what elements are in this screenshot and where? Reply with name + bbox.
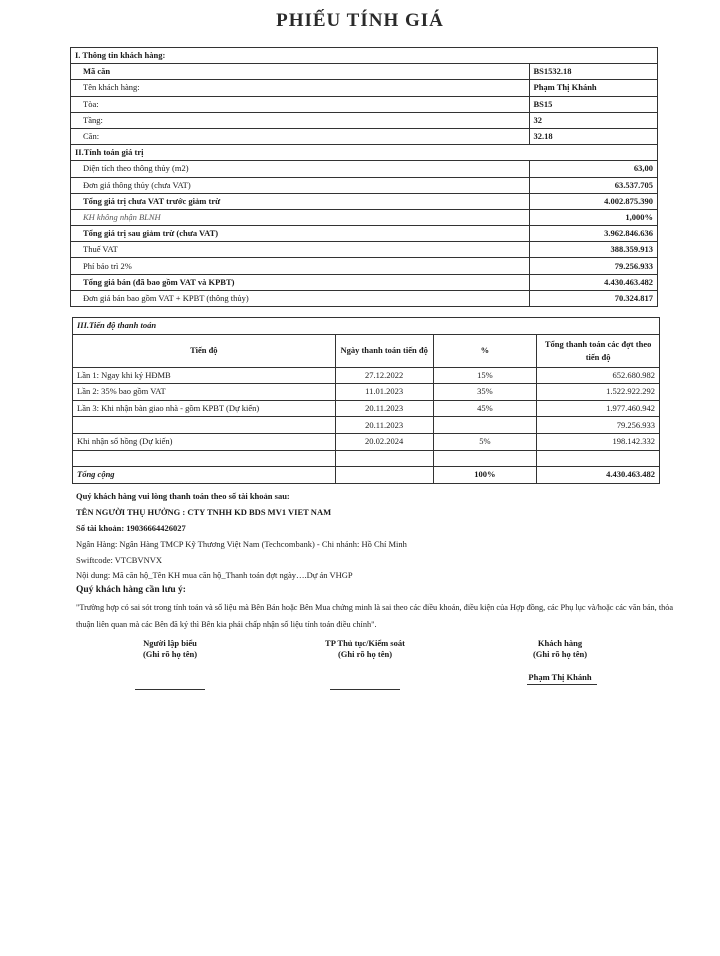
transfer-content: Nội dung: Mã căn hộ_Tên KH mua căn hộ_Thanh toán đợt ngày….Dự án VHGP <box>76 570 353 580</box>
table-row <box>73 384 660 401</box>
row-label: Mã căn <box>71 64 530 80</box>
row-value: 79.256.933 <box>529 258 658 274</box>
row-value: 32.18 <box>529 128 658 144</box>
signature-line <box>527 684 597 685</box>
row-value: 63.537.705 <box>529 177 658 193</box>
row-value: 1,000% <box>529 209 658 225</box>
amount-cell: 1.522.922.292 <box>537 384 660 401</box>
stage-cell: Lần 3: Khi nhận bàn giao nhà - gồm KPBT (Dự kiến) <box>73 400 336 417</box>
amount-cell: 1.977.460.942 <box>537 400 660 417</box>
signature-block-customer <box>500 638 620 660</box>
signature-block-control <box>300 638 430 660</box>
signature-block-preparer <box>110 638 230 660</box>
total-label: Tổng cộng <box>73 467 336 484</box>
row-label: Tầng: <box>71 112 530 128</box>
amount-cell <box>537 450 660 467</box>
percent-cell: 5% <box>433 433 537 450</box>
date-cell <box>335 450 433 467</box>
table-row <box>71 258 658 274</box>
signature-sub: (Ghi rõ họ tên) <box>532 649 588 659</box>
table-header-row <box>73 334 660 367</box>
percent-cell <box>433 417 537 434</box>
table-row <box>73 417 660 434</box>
percent-cell: 35% <box>433 384 537 401</box>
row-value: 70.324.817 <box>529 290 658 306</box>
payment-schedule-table <box>72 317 660 484</box>
bank-intro: Quý khách hàng vui lòng thanh toán theo số tài khoản sau: <box>76 491 290 501</box>
beneficiary: TÊN NGƯỜI THỤ HƯỞNG : CTY TNHH KD BDS MV1 VIET NAM <box>76 507 332 517</box>
section-heading: I. Thông tin khách hàng: <box>71 48 658 64</box>
stage-cell: Lần 2: 35% bao gồm VAT <box>73 384 336 401</box>
table-row <box>71 112 658 128</box>
row-label: Căn: <box>71 128 530 144</box>
table-row <box>71 242 658 258</box>
row-value: 4.430.463.482 <box>529 274 658 290</box>
stage-cell: Khi nhận sổ hồng (Dự kiến) <box>73 433 336 450</box>
table-row <box>73 433 660 450</box>
table-row <box>71 177 658 193</box>
date-cell: 27.12.2022 <box>335 367 433 384</box>
signature-sub: (Ghi rõ họ tên) <box>142 649 198 659</box>
row-value: 63,00 <box>529 161 658 177</box>
table-row <box>73 450 660 467</box>
row-label: Đơn giá bán bao gồm VAT + KPBT (thông thủy) <box>71 290 530 306</box>
total-date-cell <box>335 467 433 484</box>
table-row <box>71 128 658 144</box>
signature-line <box>330 689 400 690</box>
amount-cell: 652.680.982 <box>537 367 660 384</box>
date-cell: 11.01.2023 <box>335 384 433 401</box>
row-value: BS15 <box>529 96 658 112</box>
signature-role: Người lập biểu <box>143 638 197 648</box>
percent-cell: 15% <box>433 367 537 384</box>
date-cell: 20.02.2024 <box>335 433 433 450</box>
total-row <box>73 467 660 484</box>
row-value: BS1532.18 <box>529 64 658 80</box>
table-row <box>73 367 660 384</box>
percent-cell: 45% <box>433 400 537 417</box>
date-cell: 20.11.2023 <box>335 400 433 417</box>
row-label: KH không nhận BLNH <box>71 209 530 225</box>
row-label: Tổng giá bán (đã bao gồm VAT và KPBT) <box>71 274 530 290</box>
signature-sub: (Ghi rõ họ tên) <box>337 649 393 659</box>
table-row <box>71 274 658 290</box>
customer-name: Phạm Thị Khánh <box>528 672 592 682</box>
table-row <box>71 80 658 96</box>
price-info-table <box>70 47 658 307</box>
table-row <box>71 96 658 112</box>
percent-cell <box>433 450 537 467</box>
notice-heading: Quý khách hàng cần lưu ý: <box>76 585 186 595</box>
signature-line <box>135 689 205 690</box>
row-label: Tổng giá trị sau giảm trừ (chưa VAT) <box>71 226 530 242</box>
row-label: Tòa: <box>71 96 530 112</box>
row-value: 3.962.846.636 <box>529 226 658 242</box>
row-value: 4.002.875.390 <box>529 193 658 209</box>
notice-text: "Trường hợp có sai sót trong tính toán và số liệu mà Bên Bán hoặc Bên Mua chứng minh là sai theo các điều khoản, điều kiện của Hợp đồng, các Phụ lục và/hoặc các văn bản, thỏa thuận liên quan mà các Bên đã ký thì Bên kia phải chấp nhận số liệu tính toán điều chỉnh". <box>76 603 674 629</box>
row-value: Phạm Thị Khánh <box>529 80 658 96</box>
row-label: Đơn giá thông thủy (chưa VAT) <box>71 177 530 193</box>
column-header: Ngày thanh toán tiến độ <box>335 334 433 367</box>
table-row <box>71 226 658 242</box>
amount-cell: 198.142.332 <box>537 433 660 450</box>
row-value: 388.359.913 <box>529 242 658 258</box>
signature-role: Khách hàng <box>537 638 583 648</box>
signature-role: TP Thủ tục/Kiểm soát <box>325 638 405 648</box>
table-row <box>71 193 658 209</box>
table-row <box>73 400 660 417</box>
total-amount: 4.430.463.482 <box>537 467 660 484</box>
document-title: PHIẾU TÍNH GIÁ <box>276 10 444 31</box>
row-label: Diện tích theo thông thủy (m2) <box>71 161 530 177</box>
table-row <box>71 209 658 225</box>
total-percent: 100% <box>433 467 537 484</box>
amount-cell: 79.256.933 <box>537 417 660 434</box>
column-header: Tiến độ <box>73 334 336 367</box>
date-cell: 20.11.2023 <box>335 417 433 434</box>
stage-cell: Lần 1: Ngay khi ký HĐMB <box>73 367 336 384</box>
column-header: % <box>433 334 537 367</box>
row-label: Tên khách hàng: <box>71 80 530 96</box>
table-row <box>71 161 658 177</box>
column-header: Tổng thanh toán các đợt theo tiến độ <box>537 334 660 367</box>
table-row <box>71 64 658 80</box>
swift-code: Swiftcode: VTCBVNVX <box>76 555 163 565</box>
stage-cell <box>73 417 336 434</box>
row-label: Tổng giá trị chưa VAT trước giảm trừ <box>71 193 530 209</box>
section-heading: III.Tiến độ thanh toán <box>73 318 660 335</box>
bank-name: Ngân Hàng: Ngân Hàng TMCP Kỹ Thương Việt Nam (Techcombank) - Chi nhánh: Hồ Chí Minh <box>76 539 407 549</box>
row-label: Phí bảo trì 2% <box>71 258 530 274</box>
table-row <box>71 290 658 306</box>
section-heading: II.Tính toán giá trị <box>71 145 658 161</box>
account-number: Số tài khoản: 19036664426027 <box>76 523 186 533</box>
stage-cell <box>73 450 336 467</box>
row-value: 32 <box>529 112 658 128</box>
row-label: Thuế VAT <box>71 242 530 258</box>
